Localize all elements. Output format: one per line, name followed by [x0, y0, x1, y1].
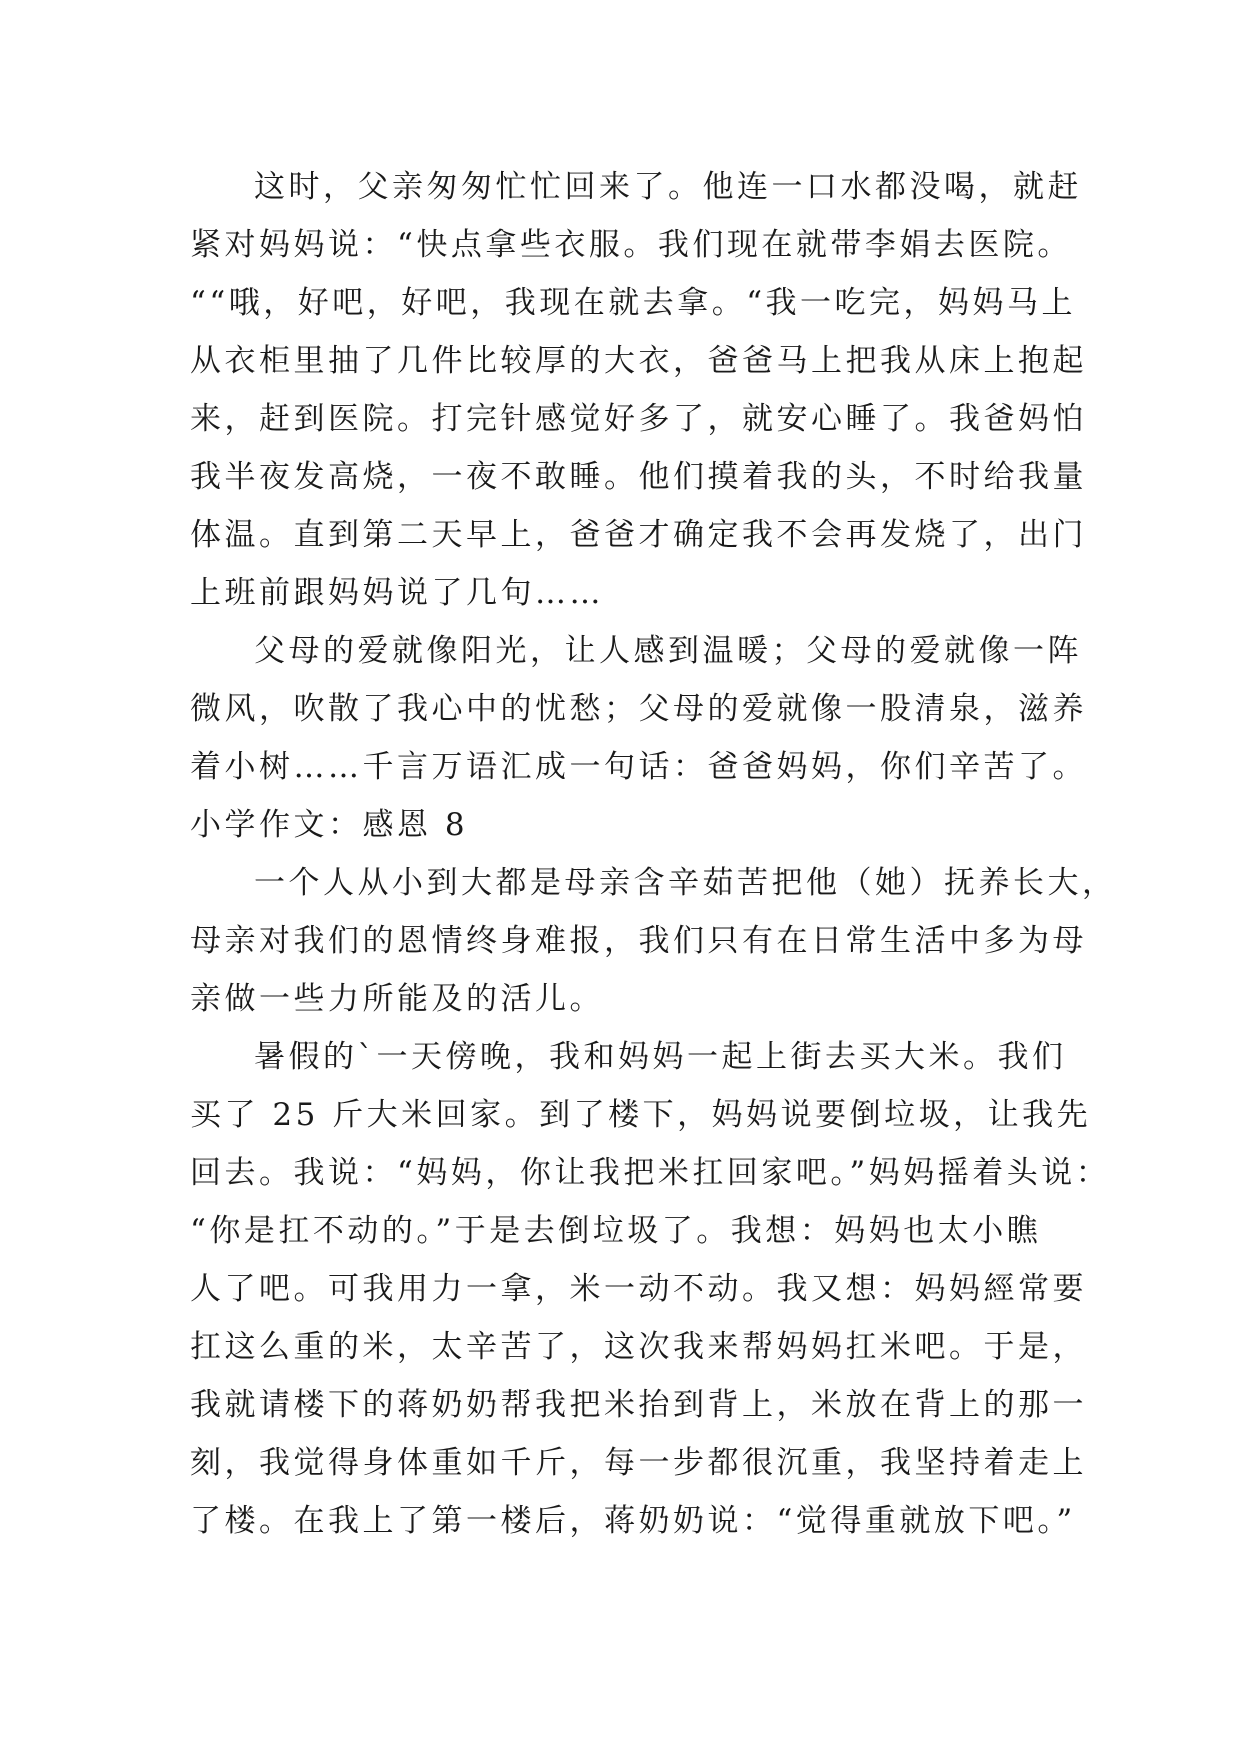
text-line: 了楼。在我上了第一楼后，蒋奶奶说：“觉得重就放下吧。” [190, 1503, 1076, 1539]
text-line: 微风，吹散了我心中的忧愁；父母的爱就像一股清泉，滋养 [190, 691, 1087, 727]
text-line: 上班前跟妈妈说了几句…… [190, 575, 604, 611]
section-heading: 小学作文：感恩 8 [190, 807, 469, 843]
text-line: 刻，我觉得身体重如千斤，每一步都很沉重，我坚持着走上 [190, 1445, 1087, 1481]
text-line: 暑假的`一天傍晚，我和妈妈一起上街去买大米。我们 [254, 1039, 1067, 1075]
text-line: 从衣柜里抽了几件比较厚的大衣，爸爸马上把我从床上抱起 [190, 343, 1087, 379]
text-line: 亲做一些力所能及的活儿。 [190, 981, 604, 1017]
text-line: 扛这么重的米，太辛苦了，这次我来帮妈妈扛米吧。于是， [190, 1329, 1087, 1365]
text-line: 一个人从小到大都是母亲含辛茹苦把他（她）抚养长大， [254, 865, 1117, 901]
document-body [190, 158, 1117, 1550]
text-line: 人了吧。可我用力一拿，米一动不动。我又想：妈妈經常要 [190, 1271, 1087, 1307]
text-line: 着小树……千言万语汇成一句话：爸爸妈妈，你们辛苦了。 [190, 749, 1087, 785]
text-line: 来，赶到医院。打完针感觉好多了，就安心睡了。我爸妈怕 [190, 401, 1087, 437]
text-line: ““哦，好吧，好吧，我现在就去拿。“我一吃完，妈妈马上 [190, 285, 1077, 321]
text-line: 买了 25 斤大米回家。到了楼下，妈妈说要倒垃圾，让我先 [190, 1097, 1092, 1133]
text-line: 我半夜发高烧，一夜不敢睡。他们摸着我的头，不时给我量 [190, 459, 1087, 495]
text-line: “你是扛不动的。”于是去倒垃圾了。我想：妈妈也太小瞧 [190, 1213, 1042, 1249]
text-line: 回去。我说：“妈妈，你让我把米扛回家吧。”妈妈摇着头说： [190, 1155, 1111, 1191]
text-line: 体温。直到第二天早上，爸爸才确定我不会再发烧了，出门 [190, 517, 1087, 553]
text-line: 父母的爱就像阳光，让人感到温暖；父母的爱就像一阵 [254, 633, 1082, 669]
text-line: 母亲对我们的恩情终身难报，我们只有在日常生活中多为母 [190, 923, 1087, 959]
text-line: 这时，父亲匆匆忙忙回来了。他连一口水都没喝，就赶 [254, 169, 1082, 205]
text-line: 紧对妈妈说：“快点拿些衣服。我们现在就带李娟去医院。 [190, 227, 1072, 263]
text-line: 我就请楼下的蒋奶奶帮我把米抬到背上，米放在背上的那一 [190, 1387, 1087, 1423]
